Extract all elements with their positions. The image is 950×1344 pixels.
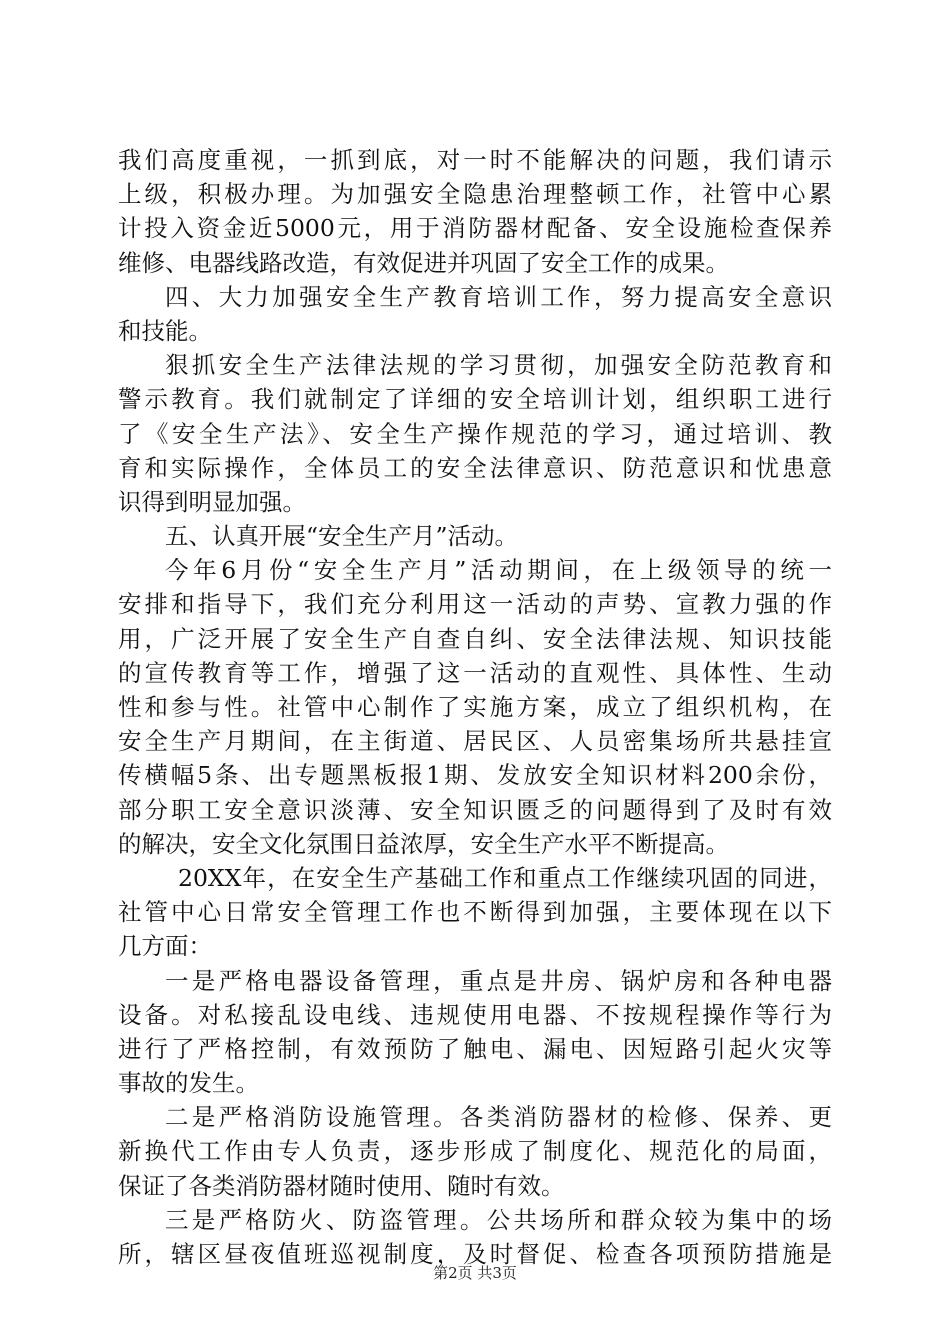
page-number-footer: 第2页 共3页 — [433, 1264, 517, 1282]
text-line: 的宣传教育等工作，增强了这一活动的直观性、具体性、生动 — [118, 658, 832, 687]
text-line: 20XX年，在安全生产基础工作和重点工作继续巩固的同进， — [178, 863, 832, 892]
text-line: 我们高度重视，一抓到底，对一时不能解决的问题，我们请示 — [118, 146, 832, 174]
text-line: 二是严格消防设施管理。各类消防器材的检修、保养、更 — [165, 1103, 832, 1132]
text-line: 安排和指导下，我们充分利用这一活动的声势、宣教力强的作 — [118, 590, 832, 619]
section-heading-line: 和技能。 — [118, 316, 212, 345]
text-line: 保证了各类消防器材随时使用、随时有效。 — [118, 1171, 565, 1200]
text-line: 安全生产月期间，在主街道、居民区、人员密集场所共悬挂宣 — [118, 727, 832, 756]
text-line: 新换代工作由专人负责，逐步形成了制度化、规范化的局面， — [118, 1137, 832, 1166]
text-line: 社管中心日常安全管理工作也不断得到加强，主要体现在以下 — [118, 898, 832, 927]
text-line: 部分职工安全意识淡薄、安全知识匮乏的问题得到了及时有效 — [118, 795, 832, 824]
text-line: 的解决，安全文化氛围日益浓厚，安全生产水平不断提高。 — [118, 829, 729, 858]
text-line: 性和参与性。社管中心制作了实施方案，成立了组织机构，在 — [118, 693, 832, 721]
text-line: 警示教育。我们就制定了详细的安全培训计划，组织职工进行 — [118, 385, 832, 414]
text-line: 上级，积极办理。为加强安全隐患治理整顿工作，社管中心累 — [118, 180, 832, 209]
text-line: 识得到明显加强。 — [118, 487, 306, 516]
text-line: 一是严格电器设备管理，重点是井房、锅炉房和各种电器 — [165, 966, 832, 995]
text-line: 传横幅5条、出专题黑板报1期、发放安全知识材料200余份， — [118, 761, 832, 790]
document-body — [118, 143, 832, 1271]
text-line: 了《安全生产法》、安全生产操作规范的学习，通过培训、教 — [118, 419, 832, 448]
text-line: 用，广泛开展了安全生产自查自纠、安全法律法规、知识技能 — [118, 624, 832, 653]
text-line: 今年6月份“安全生产月”活动期间，在上级领导的统一 — [165, 556, 832, 585]
text-line: 进行了严格控制，有效预防了触电、漏电、因短路引起火灾等 — [118, 1034, 832, 1063]
text-line: 设备。对私接乱设电线、违规使用电器、不按规程操作等行为 — [118, 1000, 832, 1029]
text-line: 计投入资金近5000元，用于消防器材配备、安全设施检查保养 — [118, 214, 832, 243]
text-line: 狠抓安全生产法律法规的学习贯彻，加强安全防范教育和 — [165, 351, 832, 380]
section-heading-line: 四、大力加强安全生产教育培训工作，努力提高安全意识 — [165, 282, 832, 311]
text-line: 几方面： — [118, 932, 212, 961]
text-line: 维修、电器线路改造，有效促进并巩固了安全工作的成果。 — [118, 248, 729, 277]
text-line: 事故的发生。 — [118, 1069, 259, 1098]
section-heading-line: 五、认真开展“安全生产月”活动。 — [165, 522, 519, 551]
text-line: 育和实际操作，全体员工的安全法律意识、防范意识和忧患意 — [118, 453, 832, 482]
text-line: 所，辖区昼夜值班巡视制度，及时督促、检查各项预防措施是 — [118, 1240, 832, 1268]
text-line: 三是严格防火、防盗管理。公共场所和群众较为集中的场 — [165, 1205, 832, 1234]
